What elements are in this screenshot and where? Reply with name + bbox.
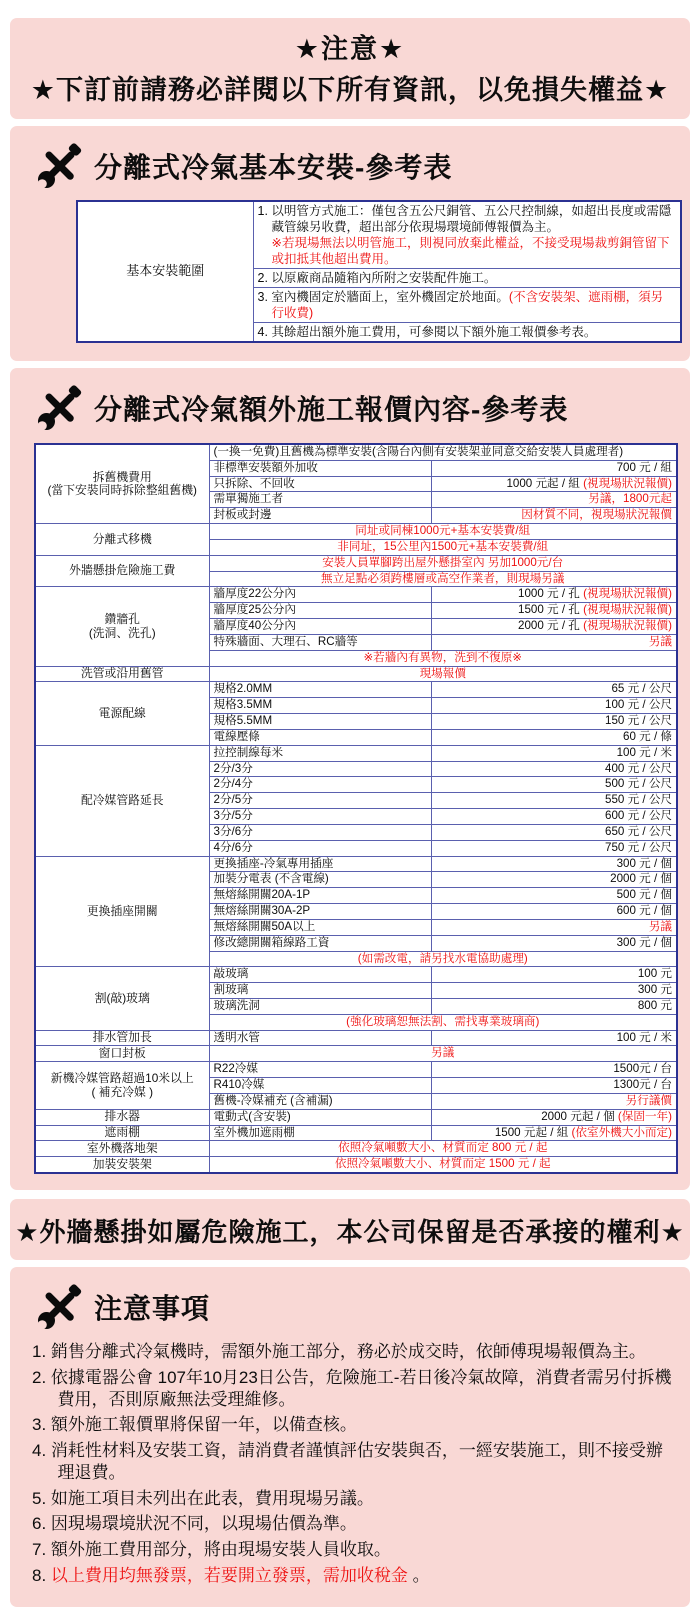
cell-text: 如施工項目未列出在此表，費用現場另議。: [50, 1488, 374, 1508]
row-label-text: 遮雨棚: [104, 1125, 140, 1140]
tools-icon: [36, 384, 84, 432]
table-cell: [209, 619, 431, 635]
red-note-text: 另議: [648, 919, 673, 933]
table-cell: [431, 983, 677, 999]
red-note-text: ※若現場無法以明管施工，則視同放棄此權益，不接受現場裁剪銅管留下或扣抵其他超出費用。: [271, 236, 670, 266]
row-label-text: 排水管加長: [92, 1030, 152, 1045]
cell-text: 玻璃洗洞: [213, 998, 260, 1012]
basic-install-section: [10, 126, 690, 361]
table-cell: [209, 444, 677, 460]
row-label: [35, 1125, 209, 1141]
table-cell: [209, 729, 431, 745]
table-cell: [431, 1078, 677, 1094]
note-item: [32, 1367, 674, 1411]
table-cell: [431, 919, 677, 935]
table-cell: [431, 904, 677, 920]
note-item: [32, 1440, 674, 1484]
danger-warning-banner: [10, 1199, 690, 1260]
table-row: [35, 1141, 677, 1157]
note-item: [32, 1539, 674, 1561]
table-cell: [209, 492, 431, 508]
table-row: [35, 682, 677, 698]
row-label-text: 配冷媒管路延長: [80, 792, 164, 807]
row-label-text: 基本安裝範圍: [126, 263, 205, 279]
row-label: [35, 666, 209, 682]
table-cell: [209, 460, 431, 476]
table-cell: [209, 777, 431, 793]
table-cell: [209, 1141, 677, 1157]
row-label-text: 分離式移機: [92, 531, 152, 546]
red-note-text: 以上費用均無發票，若要開立發票，需加收稅金: [50, 1565, 408, 1585]
red-note-text: (依室外機大小而定): [571, 1125, 673, 1139]
table-cell: [209, 634, 431, 650]
cell-text: 3分/6分: [213, 824, 253, 838]
table-cell: [209, 935, 431, 951]
quote-table-body: [35, 444, 677, 1173]
row-label: [35, 587, 209, 666]
table-cell: [209, 1157, 677, 1173]
table-cell: [209, 1062, 431, 1078]
row-label: [35, 682, 209, 745]
cell-text: 550 元 / 公尺: [605, 793, 673, 807]
red-note-text: (如需改電，請另找水電協助處理): [357, 951, 528, 965]
table-cell: [209, 872, 431, 888]
cell-text: 。: [407, 1565, 430, 1585]
table-row: [35, 444, 677, 460]
red-note-text: (強化玻璃恕無法割、需找專業玻璃商): [346, 1014, 540, 1028]
table-cell: [431, 761, 677, 777]
row-label: [35, 1046, 209, 1062]
table-row: [35, 524, 677, 540]
cell-text: 750 元 / 公尺: [605, 840, 673, 854]
red-note-text: (視現場狀況報價): [583, 619, 673, 633]
row-label-text: 加裝安裝架: [92, 1156, 152, 1171]
cell-text: 1500 元 / 孔: [518, 603, 584, 617]
table-cell: [209, 539, 677, 555]
cell-text: 100 元: [637, 967, 673, 981]
table-cell: [209, 571, 677, 587]
note-number: 2.: [32, 1367, 51, 1387]
cell-text: 3. 室內機固定於牆面上，室外機固定於地面。: [257, 290, 509, 304]
red-note-text: 依照冷氣噸數大小、材質而定 800 元 / 起: [338, 1141, 548, 1155]
table-row: [35, 1125, 677, 1141]
cell-text: 敲玻璃: [213, 967, 249, 981]
row-label-text: 新機冷媒管路超過10米以上: [50, 1070, 194, 1085]
cell-text: 1. 以明管方式施工：僅包含五公尺銅管、五公尺控制線，如超出長度或需隱藏管線另收費，超出部分依現場環境師傅報價為主。: [257, 204, 672, 234]
table-cell: [209, 840, 431, 856]
cell-text: 150 元 / 公尺: [605, 714, 673, 728]
table-cell: [253, 323, 681, 343]
table-row: [35, 1062, 677, 1078]
cell-text: 特殊牆面、大理石、RC牆等: [213, 634, 358, 648]
cell-text: 100 元 / 米: [616, 1030, 673, 1044]
table-cell: [209, 476, 431, 492]
red-note-text: (視現場狀況報價): [583, 603, 673, 617]
table-cell: [431, 777, 677, 793]
cell-text: 2分/3分: [213, 761, 253, 775]
table-cell: [431, 1062, 677, 1078]
extra-quote-table: [34, 443, 678, 1174]
note-number: 5.: [32, 1488, 51, 1508]
cell-text: 規格2.0MM: [213, 682, 273, 696]
row-label: [35, 444, 209, 524]
row-label: [77, 201, 253, 342]
table-cell: [431, 888, 677, 904]
table-row: [35, 745, 677, 761]
cell-text: 透明水管: [213, 1030, 260, 1044]
red-note-text: 另議: [431, 1046, 455, 1060]
cell-text: (一換一免費)且舊機為標準安裝(含陽台內側有安裝架並同意交給安裝人員處理者): [213, 445, 624, 458]
table-cell: [431, 698, 677, 714]
cell-text: 1000 元 / 孔: [518, 587, 584, 601]
table-cell: [209, 888, 431, 904]
basic-install-table: [76, 200, 682, 343]
cell-text: 60 元 / 條: [623, 729, 673, 743]
table-cell: [253, 269, 681, 288]
row-label: [35, 1141, 209, 1157]
basic-table-body: [77, 201, 681, 342]
table-cell: [209, 856, 431, 872]
table-cell: [431, 1030, 677, 1046]
red-note-text: 另議，1800元起: [588, 492, 673, 506]
table-cell: [209, 983, 431, 999]
cell-text: 300 元 / 個: [616, 856, 673, 870]
table-cell: [209, 951, 677, 967]
table-cell: [209, 666, 677, 682]
row-label-text: 排水器: [104, 1109, 140, 1124]
cell-text: 2000 元起 / 個: [541, 1109, 618, 1123]
cell-text: 電線壓條: [213, 729, 260, 743]
notes-section: [10, 1267, 690, 1607]
basic-install-title: 分離式冷氣基本安裝-參考表: [94, 152, 453, 183]
cell-text: 無熔絲開關30A-2P: [213, 904, 311, 918]
table-row: [35, 666, 677, 682]
table-cell: [209, 587, 431, 603]
table-cell: [431, 476, 677, 492]
cell-text: 100 元 / 公尺: [605, 698, 673, 712]
note-number: 3.: [32, 1415, 51, 1435]
extra-quote-header: [10, 376, 690, 438]
top-warning-banner: [10, 18, 690, 119]
cell-text: 無熔絲開關50A以上: [213, 919, 316, 933]
table-cell: [431, 587, 677, 603]
table-cell: [209, 919, 431, 935]
note-number: 6.: [32, 1514, 51, 1534]
cell-text: 100 元 / 米: [616, 745, 673, 759]
table-cell: [209, 524, 677, 540]
table-row: [77, 201, 681, 269]
table-cell: [431, 619, 677, 635]
cell-text: 1300元 / 台: [613, 1078, 673, 1092]
table-cell: [431, 508, 677, 524]
row-label: [35, 1109, 209, 1125]
cell-text: 銷售分離式冷氣機時，需額外施工部分，務必於成交時，依師傅現場報價為主。: [50, 1342, 646, 1362]
cell-text: 因現場環境狀況不同，以現場估價為準。: [50, 1514, 357, 1534]
table-cell: [209, 603, 431, 619]
table-cell: [209, 761, 431, 777]
row-label-text: (當下安裝同時拆除整組舊機): [47, 483, 197, 498]
cell-text: 牆厚度25公分內: [213, 603, 296, 617]
red-note-text: (視現場狀況報價): [583, 476, 673, 490]
cell-text: 規格3.5MM: [213, 698, 273, 712]
table-cell: [431, 840, 677, 856]
row-label-text: 拆舊機費用: [92, 469, 152, 484]
note-item: [32, 1341, 674, 1363]
table-cell: [209, 508, 431, 524]
table-cell: [209, 1078, 431, 1094]
table-cell: [431, 872, 677, 888]
note-item: [32, 1513, 674, 1535]
table-cell: [431, 1125, 677, 1141]
table-cell: [431, 603, 677, 619]
red-note-text: ※若牆內有異物，洗到不復原※: [363, 650, 523, 664]
notes-title: 注意事項: [94, 1293, 211, 1325]
table-cell: [431, 492, 677, 508]
table-cell: [253, 201, 681, 269]
cell-text: 800 元: [637, 998, 673, 1012]
cell-text: 2. 以原廠商品隨箱內所附之安裝配件施工。: [257, 271, 497, 285]
table-cell: [209, 555, 677, 571]
red-note-text: 安裝人員單腳跨出屋外懸掛室內 另加1000元/台: [322, 555, 564, 569]
red-note-text: 無立足點必須跨樓層或高空作業者，則現場另議: [321, 571, 565, 585]
table-row: [35, 967, 677, 983]
cell-text: 加裝分電表 (不含電線): [213, 872, 329, 886]
row-label-text: 外牆懸掛危險施工費: [69, 563, 176, 578]
table-row: [35, 856, 677, 872]
table-row: [35, 1046, 677, 1062]
cell-text: R410冷媒: [213, 1078, 265, 1092]
table-cell: [431, 935, 677, 951]
table-row: [35, 555, 677, 571]
red-note-text: 現場報價: [419, 666, 466, 680]
cell-text: 1500元 / 台: [613, 1062, 673, 1076]
cell-text: 2000 元 / 孔: [518, 619, 584, 633]
cell-text: 2000 元 / 個: [610, 872, 673, 886]
red-note-text: 非同址，15公里內1500元+基本安裝費/組: [337, 539, 549, 553]
cell-text: 消耗性材料及安裝工資，請消費者謹慎評估安裝與否，一經安裝施工，則不接受辦理退費。: [50, 1441, 663, 1482]
cell-text: 牆厚度22公分內: [213, 587, 296, 601]
red-note-text: (視現場狀況報價): [583, 587, 673, 601]
cell-text: 2分/5分: [213, 793, 253, 807]
table-cell: [431, 967, 677, 983]
cell-text: 電動式(含安裝): [213, 1109, 291, 1123]
tools-icon: [36, 142, 84, 190]
cell-text: 無熔絲開關20A-1P: [213, 888, 311, 902]
table-cell: [431, 1109, 677, 1125]
table-cell: [431, 682, 677, 698]
cell-text: 規格5.5MM: [213, 714, 273, 728]
danger-warning-text: ★外牆懸掛如屬危險施工，本公司保留是否承接的權利★: [15, 1217, 685, 1248]
table-row: [35, 1157, 677, 1173]
cell-text: 封板或封邊: [213, 508, 272, 522]
cell-text: 只拆除、不回收: [213, 476, 295, 490]
row-label-text: 鑽牆孔: [104, 611, 140, 626]
table-cell: [209, 793, 431, 809]
row-label-text: (洗洞、洗孔): [88, 625, 156, 640]
extra-quote-section: [10, 368, 690, 1190]
table-row: [35, 587, 677, 603]
table-cell: [209, 1093, 431, 1109]
row-label: [35, 1157, 209, 1173]
table-cell: [209, 1125, 431, 1141]
cell-text: 額外施工報價單將保留一年，以備查核。: [50, 1415, 357, 1435]
row-label-text: 割(敲)玻璃: [94, 990, 150, 1005]
red-note-text: (保固一年): [617, 1109, 673, 1123]
cell-text: 600 元 / 個: [616, 904, 673, 918]
note-item: [32, 1565, 674, 1587]
row-label-text: 窗口封板: [98, 1046, 146, 1061]
table-cell: [209, 809, 431, 825]
red-note-text: (不含安裝架、遮雨棚，須另行收費): [271, 290, 664, 320]
tools-icon: [36, 1283, 84, 1331]
note-number: 8.: [32, 1565, 51, 1585]
red-note-text: 另議: [648, 634, 673, 648]
cell-text: 300 元: [637, 983, 673, 997]
banner-subtitle: ★下訂前請務必詳閱以下所有資訊，以免損失權益★: [30, 75, 670, 105]
cell-text: 65 元 / 公尺: [611, 682, 673, 696]
table-cell: [253, 288, 681, 323]
table-row: [35, 1030, 677, 1046]
extra-quote-title: 分離式冷氣額外施工報價內容-參考表: [94, 394, 569, 425]
row-label: [35, 856, 209, 967]
table-cell: [431, 824, 677, 840]
cell-text: 1500 元起 / 組: [494, 1125, 572, 1139]
cell-text: 2分/4分: [213, 777, 253, 791]
row-label-text: 室外機落地架: [86, 1141, 158, 1156]
note-number: 1.: [32, 1342, 51, 1362]
table-cell: [209, 904, 431, 920]
table-cell: [209, 714, 431, 730]
cell-text: 4. 其餘超出額外施工費用，可參閱以下額外施工報價參考表。: [257, 325, 597, 339]
table-cell: [431, 856, 677, 872]
cell-text: 舊機-冷媒補充 (含補漏): [213, 1093, 333, 1107]
row-label: [35, 524, 209, 556]
red-note-text: 另行議價: [625, 1093, 673, 1107]
cell-text: 700 元 / 組: [616, 460, 673, 474]
note-number: 7.: [32, 1540, 51, 1560]
note-number: 4.: [32, 1441, 51, 1461]
note-item: [32, 1488, 674, 1510]
table-cell: [431, 998, 677, 1014]
cell-text: 500 元 / 個: [616, 888, 673, 902]
notes-list: [32, 1341, 674, 1587]
cell-text: 400 元 / 公尺: [605, 761, 673, 775]
table-cell: [431, 729, 677, 745]
table-cell: [431, 745, 677, 761]
row-label: [35, 555, 209, 587]
cell-text: 非標準安裝額外加收: [213, 460, 318, 474]
basic-install-header: [10, 134, 690, 196]
table-cell: [209, 967, 431, 983]
cell-text: R22冷媒: [213, 1062, 258, 1076]
table-cell: [209, 682, 431, 698]
table-cell: [209, 1014, 677, 1030]
cell-text: 600 元 / 公尺: [605, 809, 673, 823]
note-item: [32, 1414, 674, 1436]
cell-text: 修改總開關箱線路工資: [213, 935, 330, 949]
cell-text: 拉控制線每米: [213, 745, 284, 759]
table-cell: [209, 1046, 677, 1062]
table-cell: [431, 634, 677, 650]
cell-text: 4分/6分: [213, 840, 253, 854]
cell-text: 300 元 / 個: [616, 935, 673, 949]
cell-text: 650 元 / 公尺: [605, 824, 673, 838]
row-label: [35, 967, 209, 1030]
row-label: [35, 745, 209, 856]
table-cell: [209, 998, 431, 1014]
cell-text: 依據電器公會 107年10月23日公告，危險施工-若日後冷氣故障，消費者需另付拆機費用，否則原廠無法受理維修。: [50, 1367, 672, 1409]
red-note-text: 依照冷氣噸數大小、材質而定 1500 元 / 起: [334, 1157, 551, 1171]
row-label-text: 電源配線: [98, 705, 146, 720]
cell-text: 牆厚度40公分內: [213, 619, 296, 633]
cell-text: 3分/5分: [213, 809, 253, 823]
table-cell: [209, 1030, 431, 1046]
table-cell: [431, 714, 677, 730]
banner-title: ★注意★: [294, 34, 406, 64]
table-row: [35, 1109, 677, 1125]
cell-text: 需單獨施工者: [213, 492, 284, 506]
table-cell: [209, 698, 431, 714]
notes-header: [10, 1275, 690, 1337]
row-label-text: 洗管或沿用舊管: [80, 666, 164, 681]
table-cell: [431, 460, 677, 476]
cell-text: 割玻璃: [213, 983, 249, 997]
cell-text: 500 元 / 公尺: [605, 777, 673, 791]
row-label: [35, 1030, 209, 1046]
row-label-text: ( 補充冷媒 ): [91, 1084, 154, 1099]
table-cell: [209, 1109, 431, 1125]
red-note-text: 因材質不同，視現場狀況報價: [521, 508, 673, 522]
table-cell: [209, 824, 431, 840]
cell-text: 更換插座-冷氣專用插座: [213, 856, 334, 870]
row-label-text: 更換插座開關: [86, 903, 158, 918]
table-cell: [209, 745, 431, 761]
cell-text: 室外機加遮雨棚: [213, 1125, 295, 1139]
table-cell: [431, 809, 677, 825]
row-label: [35, 1062, 209, 1109]
cell-text: 額外施工費用部分，將由現場安裝人員收取。: [50, 1540, 391, 1560]
table-cell: [431, 1093, 677, 1109]
table-cell: [209, 650, 677, 666]
cell-text: 1000 元起 / 組: [506, 476, 584, 490]
table-cell: [431, 793, 677, 809]
red-note-text: 同址或同棟1000元+基本安裝費/組: [355, 524, 531, 538]
